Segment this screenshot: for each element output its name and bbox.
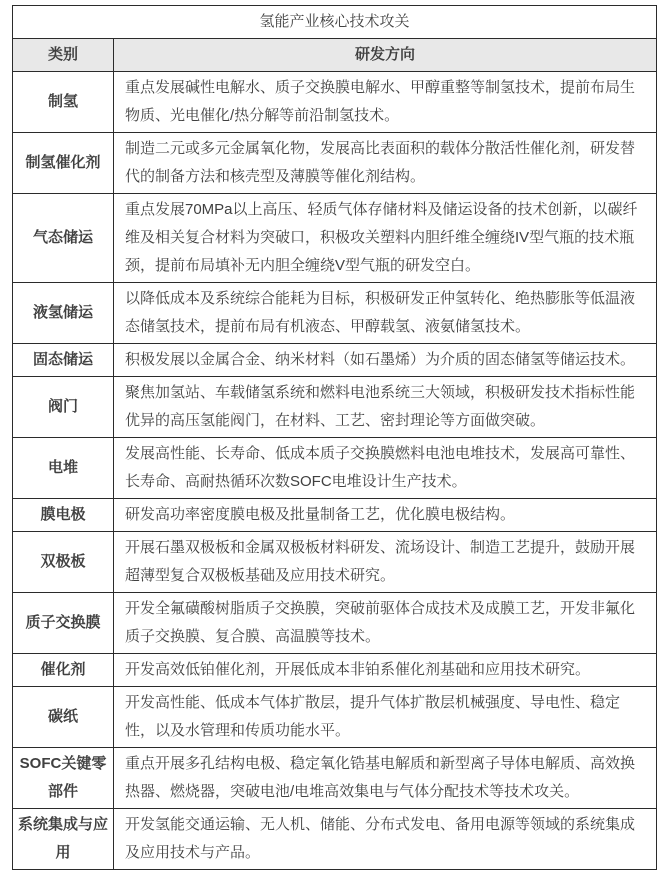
table-row	[13, 593, 657, 654]
category-cell: 系统集成与应用	[13, 809, 114, 870]
category-cell: 气态储运	[13, 194, 114, 283]
table-row	[13, 133, 657, 194]
category-cell: 液氢储运	[13, 283, 114, 344]
column-header-direction: 研发方向	[114, 39, 657, 72]
table-row	[13, 194, 657, 283]
table-row	[13, 344, 657, 377]
direction-cell: 开发高效低铂催化剂，开展低成本非铂系催化剂基础和应用技术研究。	[114, 654, 657, 687]
table-row	[13, 809, 657, 870]
table-row	[13, 654, 657, 687]
table-row	[13, 532, 657, 593]
category-cell: 碳纸	[13, 687, 114, 748]
category-cell: 催化剂	[13, 654, 114, 687]
category-cell: 制氢催化剂	[13, 133, 114, 194]
category-cell: 制氢	[13, 72, 114, 133]
table-row	[13, 72, 657, 133]
direction-cell: 重点开展多孔结构电极、稳定氧化锆基电解质和新型离子导体电解质、高效换热器、燃烧器，突破电池/电堆高效集电与气体分配技术等技术攻关。	[114, 748, 657, 809]
title-row	[13, 6, 657, 39]
table-row	[13, 748, 657, 809]
direction-cell: 开发高性能、低成本气体扩散层，提升气体扩散层机械强度、导电性、稳定性，以及水管理和传质功能水平。	[114, 687, 657, 748]
direction-cell: 制造二元或多元金属氧化物，发展高比表面积的载体分散活性催化剂，研发替代的制备方法和核壳型及薄膜等催化剂结构。	[114, 133, 657, 194]
direction-cell: 发展高性能、长寿命、低成本质子交换膜燃料电池电堆技术，发展高可靠性、长寿命、高耐热循环次数SOFC电堆设计生产技术。	[114, 438, 657, 499]
table-row	[13, 687, 657, 748]
category-cell: 电堆	[13, 438, 114, 499]
direction-cell: 以降低成本及系统综合能耗为目标，积极研发正仲氢转化、绝热膨胀等低温液态储氢技术，提前布局有机液态、甲醇载氢、液氨储氢技术。	[114, 283, 657, 344]
category-cell: 固态储运	[13, 344, 114, 377]
direction-cell: 重点发展70MPa以上高压、轻质气体存储材料及储运设备的技术创新，以碳纤维及相关复合材料为突破口，积极攻关塑料内胆纤维全缠绕IV型气瓶的技术瓶颈，提前布局填补无内胆全缠绕V型气瓶的研发空白。	[114, 194, 657, 283]
direction-cell: 聚焦加氢站、车载储氢系统和燃料电池系统三大领域，积极研发技术指标性能优异的高压氢能阀门，在材料、工艺、密封理论等方面做突破。	[114, 377, 657, 438]
category-cell: 膜电极	[13, 499, 114, 532]
category-cell: 双极板	[13, 532, 114, 593]
direction-cell: 开发氢能交通运输、无人机、储能、分布式发电、备用电源等领域的系统集成及应用技术与产品。	[114, 809, 657, 870]
direction-cell: 重点发展碱性电解水、质子交换膜电解水、甲醇重整等制氢技术，提前布局生物质、光电催化/热分解等前沿制氢技术。	[114, 72, 657, 133]
category-cell: 阀门	[13, 377, 114, 438]
table-title: 氢能产业核心技术攻关	[13, 6, 657, 39]
hydrogen-tech-table	[12, 5, 657, 870]
direction-cell: 开发全氟磺酸树脂质子交换膜，突破前驱体合成技术及成膜工艺，开发非氟化质子交换膜、复合膜、高温膜等技术。	[114, 593, 657, 654]
direction-cell: 积极发展以金属合金、纳米材料（如石墨烯）为介质的固态储氢等储运技术。	[114, 344, 657, 377]
table-row	[13, 283, 657, 344]
category-cell: 质子交换膜	[13, 593, 114, 654]
table-row	[13, 377, 657, 438]
table-row	[13, 438, 657, 499]
header-row	[13, 39, 657, 72]
direction-cell: 研发高功率密度膜电极及批量制备工艺，优化膜电极结构。	[114, 499, 657, 532]
column-header-category: 类别	[13, 39, 114, 72]
direction-cell: 开展石墨双极板和金属双极板材料研发、流场设计、制造工艺提升，鼓励开展超薄型复合双极板基础及应用技术研究。	[114, 532, 657, 593]
category-cell: SOFC关键零部件	[13, 748, 114, 809]
table-row	[13, 499, 657, 532]
